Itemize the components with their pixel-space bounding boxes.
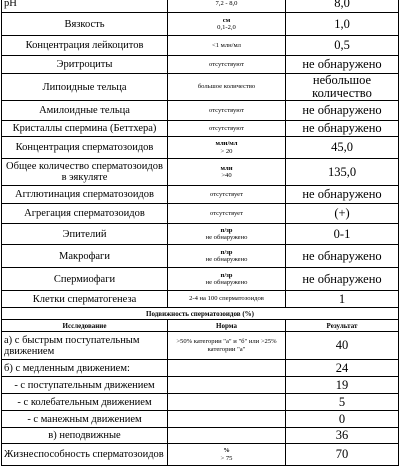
test-name: а) с быстрым поступательным движением bbox=[2, 332, 168, 360]
result-value: 1,0 bbox=[286, 13, 399, 36]
norm-value: > 20 bbox=[220, 147, 233, 155]
norm-value: > 75 bbox=[220, 454, 233, 462]
reference-norm bbox=[168, 394, 286, 411]
table-row bbox=[2, 36, 399, 56]
test-name: Концентрация сперматозоидов bbox=[2, 137, 168, 159]
table-row bbox=[2, 137, 399, 159]
result-value: 70 bbox=[286, 444, 399, 466]
reference-norm: 2-4 на 100 сперматозоидов bbox=[168, 291, 286, 308]
result-value: не обнаружено bbox=[286, 186, 399, 204]
result-value: (+) bbox=[286, 204, 399, 224]
reference-norm bbox=[168, 245, 286, 268]
table-row bbox=[2, 224, 399, 245]
reference-norm bbox=[168, 224, 286, 245]
test-name: - с колебательным движением bbox=[2, 394, 168, 411]
result-value: не обнаружено bbox=[286, 56, 399, 74]
norm-value: >40 bbox=[221, 172, 232, 179]
test-name: Эпителий bbox=[2, 224, 168, 245]
header-result: Результат bbox=[286, 320, 399, 332]
result-value: не обнаружено bbox=[286, 121, 399, 137]
test-name: Агглютинация сперматозоидов bbox=[2, 186, 168, 204]
result-value: 135,0 bbox=[286, 159, 399, 186]
test-name: - с поступательным движением bbox=[2, 377, 168, 394]
table-row bbox=[2, 245, 399, 268]
reference-norm: отсутствуют bbox=[168, 56, 286, 74]
main-results-body bbox=[2, 0, 399, 308]
table-row bbox=[2, 332, 399, 360]
norm-unit: п/зр bbox=[220, 226, 233, 234]
norm-unit: млн bbox=[220, 164, 233, 172]
result-value: 19 bbox=[286, 377, 399, 394]
result-value: 1 bbox=[286, 291, 399, 308]
reference-norm bbox=[168, 360, 286, 377]
table-row bbox=[2, 360, 399, 377]
result-value: 5 bbox=[286, 394, 399, 411]
reference-norm: 7,2 - 8,0 bbox=[168, 0, 286, 13]
norm-unit: п/зр bbox=[220, 248, 233, 256]
result-value: не обнаружено bbox=[286, 101, 399, 121]
table-row bbox=[2, 411, 399, 428]
norm-unit: см bbox=[222, 16, 231, 24]
norm-value: не обнаружено bbox=[205, 234, 248, 241]
test-name: pH bbox=[2, 0, 168, 13]
test-name: Липоидные тельца bbox=[2, 74, 168, 101]
result-value: 36 bbox=[286, 428, 399, 444]
table-row bbox=[2, 13, 399, 36]
table-row bbox=[2, 101, 399, 121]
test-name: б) с медленным движением: bbox=[2, 360, 168, 377]
header-norm: Норма bbox=[168, 320, 286, 332]
reference-norm: отсутствует bbox=[168, 186, 286, 204]
table-row bbox=[2, 204, 399, 224]
table-row bbox=[2, 444, 399, 466]
test-name: Макрофаги bbox=[2, 245, 168, 268]
norm-value: 0,1-2,0 bbox=[217, 24, 236, 31]
reference-norm bbox=[168, 444, 286, 466]
result-value: 45,0 bbox=[286, 137, 399, 159]
table-row bbox=[2, 159, 399, 186]
result-value: 24 bbox=[286, 360, 399, 377]
table-row bbox=[2, 377, 399, 394]
semen-analysis-table bbox=[1, 0, 399, 466]
reference-norm: <1 млн/мл bbox=[168, 36, 286, 56]
test-name: Концентрация лейкоцитов bbox=[2, 36, 168, 56]
reference-norm: >50% категории "а" и "б" или >25% категории "а" bbox=[168, 332, 286, 360]
norm-unit: млн/мл bbox=[215, 140, 238, 148]
test-name: Общее количество сперматозоидов в эякуляте bbox=[2, 159, 168, 186]
result-value: 40 bbox=[286, 332, 399, 360]
norm-value: не обнаружено bbox=[205, 279, 248, 286]
reference-norm bbox=[168, 13, 286, 36]
result-value: небольшое количество bbox=[286, 74, 399, 101]
reference-norm bbox=[168, 137, 286, 159]
motility-results-body bbox=[2, 332, 399, 466]
test-name: Амилоидные тельца bbox=[2, 101, 168, 121]
result-value: не обнаружено bbox=[286, 268, 399, 291]
norm-unit: п/зр bbox=[220, 271, 233, 279]
test-name: Спермиофаги bbox=[2, 268, 168, 291]
test-name: - с манежным движением bbox=[2, 411, 168, 428]
reference-norm: большое количество bbox=[168, 74, 286, 101]
table-row bbox=[2, 121, 399, 137]
reference-norm bbox=[168, 159, 286, 186]
test-name: в) неподвижные bbox=[2, 428, 168, 444]
test-name: Клетки сперматогенеза bbox=[2, 291, 168, 308]
table-row bbox=[2, 186, 399, 204]
table-row bbox=[2, 394, 399, 411]
test-name: Кристаллы спермина (Беттхера) bbox=[2, 121, 168, 137]
reference-norm bbox=[168, 428, 286, 444]
table-row bbox=[2, 74, 399, 101]
test-name: Вязкость bbox=[2, 13, 168, 36]
norm-value: не обнаружено bbox=[205, 256, 248, 263]
table-row bbox=[2, 291, 399, 308]
reference-norm bbox=[168, 411, 286, 428]
table-row bbox=[2, 428, 399, 444]
table-row bbox=[2, 0, 399, 13]
test-name: Эритроциты bbox=[2, 56, 168, 74]
table-row bbox=[2, 56, 399, 74]
test-name: Агрегация сперматозоидов bbox=[2, 204, 168, 224]
motility-title-row bbox=[2, 308, 399, 320]
header-study: Исследование bbox=[2, 320, 168, 332]
reference-norm: отсутствуют bbox=[168, 101, 286, 121]
table-row bbox=[2, 268, 399, 291]
motility-section bbox=[2, 308, 399, 332]
test-name: Жизнеспособность сперматозоидов bbox=[2, 444, 168, 466]
reference-norm bbox=[168, 268, 286, 291]
motility-title: Подвижность сперматозоидов (%) bbox=[2, 308, 399, 320]
motility-header-row bbox=[2, 320, 399, 332]
reference-norm: отсутствует bbox=[168, 204, 286, 224]
result-value: 0,5 bbox=[286, 36, 399, 56]
reference-norm: отсутствуют bbox=[168, 121, 286, 137]
result-value: 0 bbox=[286, 411, 399, 428]
result-value: не обнаружено bbox=[286, 245, 399, 268]
result-value: 0-1 bbox=[286, 224, 399, 245]
result-value: 8,0 bbox=[286, 0, 399, 13]
norm-unit: % bbox=[223, 447, 230, 455]
reference-norm bbox=[168, 377, 286, 394]
